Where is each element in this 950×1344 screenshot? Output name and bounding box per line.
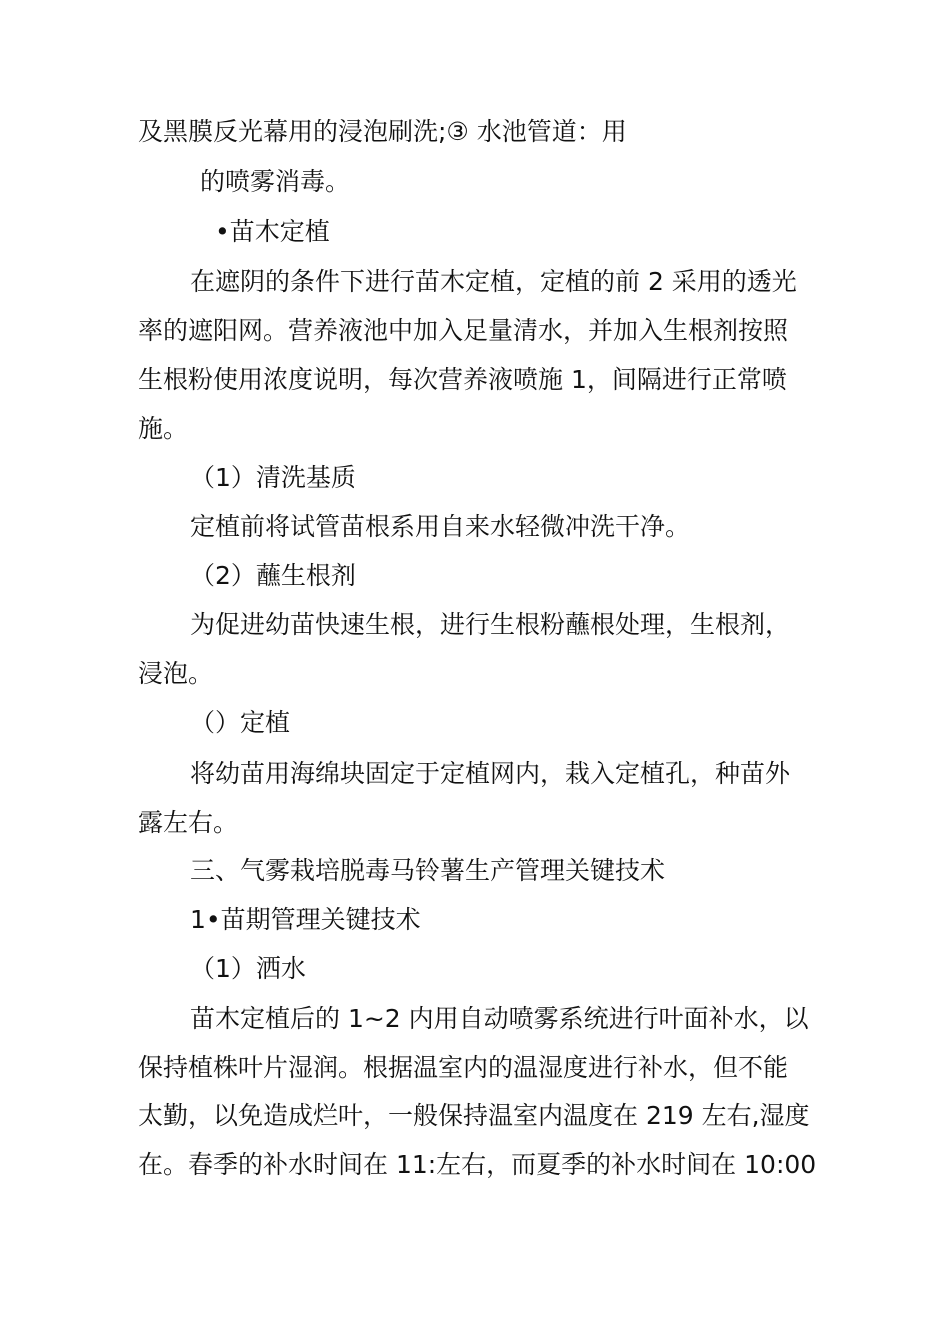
section-heading: 三、气雾栽培脱毒马铃薯生产管理关键技术 xyxy=(190,856,666,885)
paragraph-line: 定植前将试管苗根系用自来水轻微冲洗干净。 xyxy=(190,512,691,541)
paragraph-line: 露左右。 xyxy=(138,808,239,837)
subheading: （）定植 xyxy=(190,708,291,737)
paragraph-line: 施。 xyxy=(138,414,189,443)
paragraph-line: 将幼苗用海绵块固定于定植网内，栽入定植孔，种苗外 xyxy=(190,759,791,788)
paragraph-line: 生根粉使用浓度说明，每次营养液喷施 1，间隔进行正常喷 xyxy=(138,365,787,394)
text-line: 及黑膜反光幕用的浸泡刷洗;③ 水池管道：用 xyxy=(138,117,627,146)
paragraph-line: 在遮阴的条件下进行苗木定植，定植的前 2 采用的透光 xyxy=(190,267,797,296)
paragraph-line: 为促进幼苗快速生根，进行生根粉蘸根处理，生根剂， xyxy=(190,610,791,639)
subheading: （1）洒水 xyxy=(190,954,306,983)
subsection-heading: 1•苗期管理关键技术 xyxy=(190,905,421,934)
paragraph-line: 率的遮阳网。营养液池中加入足量清水，并加入生根剂按照 xyxy=(138,316,789,345)
section-heading: •苗木定植 xyxy=(215,217,330,246)
paragraph-line: 太勤，以免造成烂叶，一般保持温室内温度在 219 左右,湿度 xyxy=(138,1101,810,1130)
paragraph-line: 浸泡。 xyxy=(138,659,214,688)
paragraph-line: 苗木定植后的 1~2 内用自动喷雾系统进行叶面补水，以 xyxy=(190,1004,809,1033)
paragraph-line: 在。春季的补水时间在 11:左右，而夏季的补水时间在 10:00 xyxy=(138,1150,817,1179)
subheading: （2）蘸生根剂 xyxy=(190,561,356,590)
text-line: 的喷雾消毒。 xyxy=(200,167,351,196)
paragraph-line: 保持植株叶片湿润。根据温室内的温湿度进行补水，但不能 xyxy=(138,1053,789,1082)
subheading: （1）清洗基质 xyxy=(190,463,356,492)
